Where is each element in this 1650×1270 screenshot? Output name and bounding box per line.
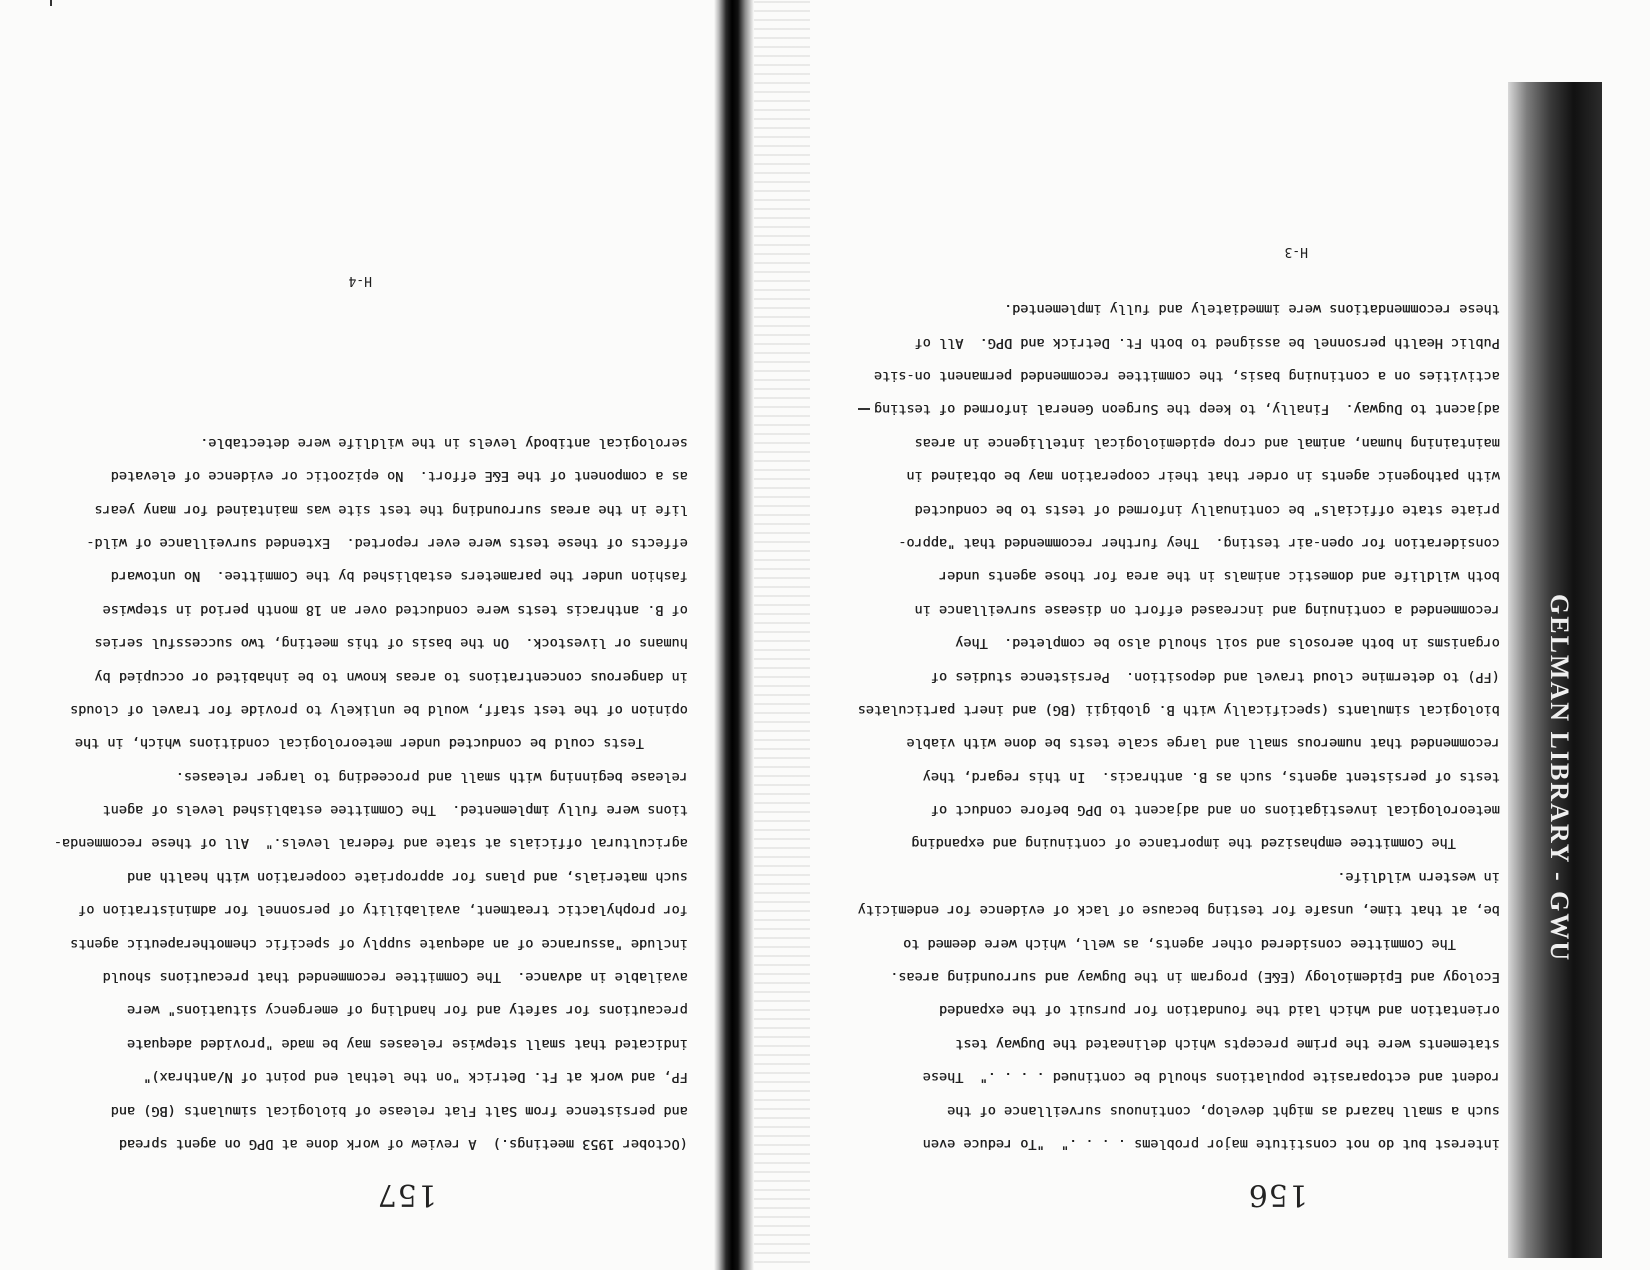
text-line: biological simulants (specifically with B. globigii (BG) and inert particulates [857, 701, 1500, 718]
text-line: meteorological investigations on and adjacent to DPG before conduct of [931, 802, 1500, 819]
text-line: be, at that time, unsafe for testing because of lack of evidence for endemicity [857, 902, 1500, 919]
text-line: tests of persistent agents, such as B. anthracis. In this regard, they [922, 768, 1500, 785]
text-line: life in the areas surrounding the test site was maintained for many years [94, 501, 688, 518]
text-line: such materials, and plans for appropriate cooperation with health and [127, 868, 688, 885]
scan-speck [50, 0, 52, 6]
text-line: Tests could be conducted under meteorological conditions which, in the [75, 735, 644, 752]
text-line: recommended a continuing and increased effort on disease surveillance in [914, 601, 1500, 618]
text-line: statements were the prime precepts which delineated the Dugway test [955, 1035, 1500, 1052]
text-line: available in advance. The Committee recommended that precautions should [102, 969, 688, 986]
text-line: The Committee emphasized the importance of continuing and expanding [911, 835, 1456, 852]
scan-speck [858, 408, 870, 410]
text-line: release beginning with small and proceeding to larger releases. [175, 768, 688, 785]
page-body [857, 292, 1500, 1160]
text-line: adjacent to Dugway. Finally, to keep the Surgeon General informed of testing [874, 401, 1500, 418]
folio-label: H-4 [348, 273, 372, 288]
text-line: both wildlife and domestic animals in the area for those agents under [939, 568, 1500, 585]
text-line: tions were fully implemented. The Committee established levels of agent [102, 802, 688, 819]
text-line: maintaining human, animal and crop epidemiological intelligence in areas [914, 434, 1500, 451]
text-line: as a component of the E&E effort. No epizootic or evidence of elevated [110, 468, 688, 485]
text-line: rodent and ectoparasite populations should be continued . . . ." These [922, 1069, 1500, 1086]
text-line: recommended that numerous small and large scale tests be done with viable [906, 735, 1500, 752]
text-line: organisms in both aerosols and soil should also be completed. They [955, 635, 1500, 652]
text-line: activities on a continuing basis, the committee recommended permanent on-site [874, 368, 1500, 385]
text-line: humans or livestock. On the basis of this meeting, two successful series [94, 635, 688, 652]
library-stamp: GELMAN LIBRARY - GWU [1545, 593, 1574, 963]
text-line: agricultural officials at state and federal levels." All of these recommenda- [54, 835, 688, 852]
text-line: in western wildlife. [1337, 868, 1500, 885]
text-line: precautions for safety and for handling of emergency situations" were [127, 1002, 688, 1019]
folio-label: H-3 [1284, 244, 1308, 259]
text-line: The Committee considered other agents, as well, which were deemed to [903, 935, 1456, 952]
page-body [54, 425, 688, 1160]
text-line: in dangerous concentrations to areas known to be inhabited or occupied by [94, 668, 688, 685]
text-line: effects of these tests were ever reported. Extended surveillance of wild- [86, 534, 688, 551]
text-line: (October 1953 meetings.) A review of work done at DPG on agent spread [119, 1136, 688, 1152]
text-line: interest but do not constitute major problems . . . ." "To reduce even [922, 1136, 1500, 1152]
text-line: Ecology and Epidemiology (E&E) program in the Dugway and surrounding areas. [890, 969, 1500, 986]
text-line: (FP) to determine cloud travel and deposition. Persistence studies of [931, 668, 1500, 685]
right-page [30, 0, 770, 1270]
text-line: Public Health personnel be assigned to both Ft. Detrick and DPG. All of [914, 334, 1500, 351]
text-line: serological antibody levels in the wildlife were detectable. [200, 434, 688, 451]
text-line: and persistence from Salt Flat release of biological simulants (BG) and [110, 1102, 688, 1119]
text-line: orientation and which laid the foundation for pursuit of the expanded [939, 1002, 1500, 1019]
page-number: 156 [1247, 1177, 1308, 1212]
text-line: indicated that small stepwise releases may be made "provided adequate [127, 1035, 688, 1052]
page-number: 157 [376, 1177, 437, 1212]
text-line: include "assurance of an adequate supply of specific chemotherapeutic agents [70, 935, 688, 952]
text-line: FP, and work at Ft. Detrick "on the lethal end point of N/anthrax)" [143, 1069, 688, 1086]
text-line: such a small hazard as might develop, continuous surveillance of the [947, 1102, 1500, 1119]
text-line: opinion of the test staff, would be unlikely to provide for travel of clouds [70, 701, 688, 718]
text-line: for prophylactic treatment, availability of personnel for administration of [78, 902, 688, 919]
text-line: with pathogenic agents in order that their cooperation may be obtained in [906, 468, 1500, 485]
left-page [857, 0, 1630, 1270]
text-line: these recommendations were immediately and fully implemented. [1004, 301, 1500, 318]
text-line: fashion under the parameters established by the Committee. No untoward [110, 568, 688, 585]
text-line: priate state officials" be continually informed of tests to be conducted [914, 501, 1500, 518]
text-line: of B. anthracis tests were conducted over an 18 month period in stepwise [102, 601, 688, 618]
text-line: consideration for open-air testing. They further recommended that "appro- [898, 534, 1500, 551]
